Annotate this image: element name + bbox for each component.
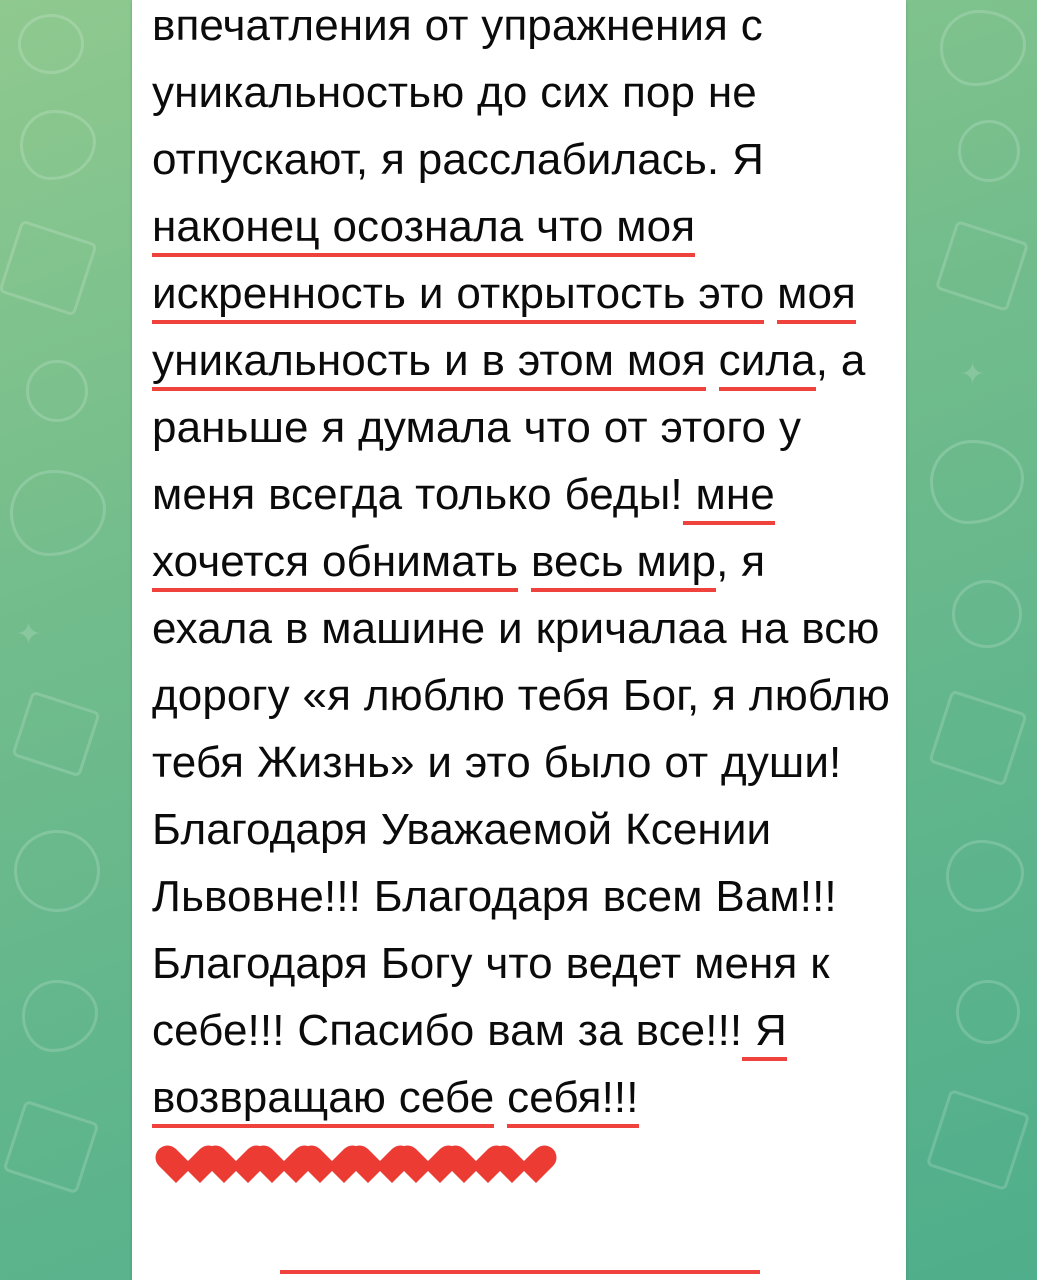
line-12: люблю тебя Бог, я люблю тебя [152, 671, 891, 787]
line-9: беды! [564, 470, 683, 519]
red-heart-icon [489, 1143, 535, 1187]
message-text [152, 0, 892, 1198]
red-heart-icon [153, 1143, 199, 1187]
line-14: Благодаря Уважаемой Ксении [152, 805, 772, 854]
line-13: Жизнь» и это было от души! [256, 738, 842, 787]
line-8: этого у меня всегда только [152, 403, 802, 519]
red-heart-icon [345, 1143, 391, 1187]
line-5-highlighted: искренность и открытость это [152, 269, 764, 324]
line-6-highlighted: моя уникальность и в этом моя [152, 269, 856, 391]
line-7-rest: , а раньше я думала что от [152, 336, 866, 452]
line-10-highlighted: весь мир [531, 537, 716, 592]
line-17: ведет меня к себе!!! Спасибо [152, 939, 830, 1055]
line-1: впечатления от упражнения с [152, 1, 763, 50]
message-bubble[interactable] [132, 0, 906, 1280]
line-19-highlighted: себя!!! [507, 1073, 638, 1128]
red-heart-icon [441, 1143, 487, 1187]
line-18: вам за все!!! [487, 1006, 743, 1055]
line-4-highlighted: наконец осознала что моя [152, 202, 695, 257]
red-heart-icon [249, 1143, 295, 1187]
line-18-highlighted: Я возвращаю себе [152, 1006, 787, 1128]
line-15: Львовне!!! Благодаря всем [152, 872, 703, 921]
line-3: отпускают, я расслабилась. Я [152, 135, 764, 184]
line-9-highlighted: мне хочется обнимать [152, 470, 775, 592]
line-11: кричалаа на всю дорогу «я [152, 604, 880, 720]
line-16: Вам!!! Благодаря Богу что [152, 872, 837, 988]
red-heart-icon [297, 1143, 343, 1187]
red-heart-icon [393, 1143, 439, 1187]
red-heart-icon [201, 1143, 247, 1187]
heart-emoji-row [152, 1131, 536, 1198]
line-7-highlighted: сила [719, 336, 816, 391]
line-10-rest: , я ехала в машине и [152, 537, 766, 653]
line-2: уникальностью до сих пор не [152, 68, 757, 117]
bottom-highlight-underline [280, 1270, 760, 1274]
